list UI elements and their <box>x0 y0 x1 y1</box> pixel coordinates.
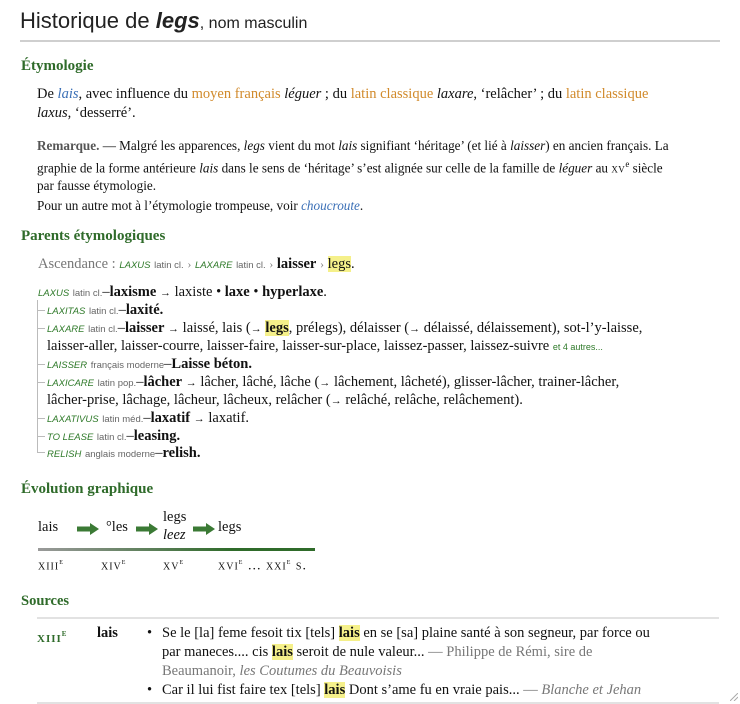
lang: latin cl. <box>236 260 266 271</box>
tree-child <box>47 444 200 464</box>
tree-child <box>47 319 642 339</box>
ascendance-label: Ascendance : <box>38 256 120 272</box>
dash: – <box>143 410 151 426</box>
text: relâché, relâche, relâchement). <box>345 392 523 408</box>
tree-child <box>47 301 163 321</box>
word: lais <box>199 160 219 176</box>
text: lâchement, lâcheté), glisser-lâcher, trainer-lâcher, <box>333 374 620 390</box>
derived-word[interactable]: laxité. <box>125 302 164 318</box>
text: lâcher-prise, lâchage, lâcheur, lâcheux, relâcher ( <box>47 392 331 408</box>
title-prefix: Historique de <box>20 8 156 33</box>
text: xv <box>163 558 180 574</box>
lang-latin-classique-2[interactable]: latin classique <box>565 86 649 102</box>
tree-child <box>47 373 619 393</box>
heading-etymologie: Étymologie <box>21 58 94 74</box>
century-label <box>218 556 307 575</box>
word: léguer <box>558 160 593 176</box>
child-word[interactable]: LAXITAS <box>47 306 86 317</box>
century-sup: e <box>625 159 630 169</box>
derived-word[interactable]: laxe <box>224 284 250 300</box>
lang: latin cl. <box>154 260 184 271</box>
title-pos: , nom masculin <box>199 15 308 32</box>
text: , ‘desserré’. <box>67 105 136 121</box>
arrow-icon: → <box>330 395 342 407</box>
tree-tick <box>37 310 45 311</box>
text: Se le [la] feme fesoit tix [tels] <box>162 625 339 641</box>
work: les Coutumes du Beauvoisis <box>239 663 402 679</box>
text: , prélegs), délaisser ( <box>288 320 410 336</box>
text: Car il lui fist faire tex [tels] <box>162 682 325 698</box>
current-word: legs <box>265 320 289 336</box>
bullet: • <box>253 284 259 300</box>
text: , ‘relâcher’ ; du <box>473 86 566 102</box>
source-quote-2 <box>162 681 641 700</box>
source-quote-1 <box>162 624 722 681</box>
form-legs-modern: legs <box>218 519 242 535</box>
text: Dont s’ame fu en vraie pais... <box>345 682 524 698</box>
word-laxare: laxare <box>436 86 474 102</box>
sup: e <box>59 556 64 566</box>
child-word[interactable]: LAISSER <box>47 360 88 371</box>
resize-handle-icon[interactable] <box>730 693 738 701</box>
sup: e <box>61 628 68 639</box>
lang: latin cl. <box>89 306 119 317</box>
arrow-right-icon <box>77 523 99 535</box>
derived-word[interactable]: relish. <box>162 445 201 461</box>
derived-word[interactable]: laxisme <box>109 284 157 300</box>
child-word[interactable]: LAXARE <box>47 324 85 335</box>
derived-word[interactable]: laxatif <box>150 410 191 426</box>
dash: – <box>117 320 125 336</box>
child-word[interactable]: TO LEASE <box>47 432 94 443</box>
lang: latin cl. <box>72 288 103 299</box>
tree-child-cont <box>47 337 603 356</box>
tree-tick <box>37 364 45 365</box>
text: s. <box>291 558 307 574</box>
sup: e <box>121 556 127 566</box>
lang-latin-classique[interactable]: latin classique <box>350 86 434 102</box>
bullet: • <box>216 284 222 300</box>
arrow-icon: → <box>159 287 171 299</box>
lang: latin cl. <box>88 324 118 335</box>
text: xiii <box>38 558 60 574</box>
lang: latin pop. <box>97 378 137 389</box>
etymology-paragraph <box>37 85 717 123</box>
text: graphie de la forme antérieure <box>37 160 200 176</box>
arrow-icon: → <box>185 377 197 389</box>
text: laissé, lais ( <box>182 320 251 336</box>
root-word[interactable]: LAXUS <box>38 288 70 299</box>
tree-root <box>38 283 327 303</box>
lang: français moderne <box>90 360 165 371</box>
century-label <box>38 556 64 575</box>
arrow-icon: → <box>409 323 421 335</box>
text: par fausse étymologie. <box>37 178 157 194</box>
tree-connector <box>37 300 38 452</box>
text: , avec influence du <box>78 86 192 102</box>
sup: e <box>179 556 185 566</box>
text: signifiant ‘héritage’ (et lié à <box>357 138 511 153</box>
text: Pour un autre mot à l’étymologie trompeuse, voir <box>37 198 302 213</box>
work: Blanche et Jehan <box>541 682 642 698</box>
century: xv <box>611 160 626 176</box>
dash: – <box>164 356 172 372</box>
author: Beaumanoir, <box>162 663 240 679</box>
century-label <box>163 556 184 575</box>
tree-tick <box>37 382 45 383</box>
ancestor-link[interactable]: LAXUS <box>119 260 151 271</box>
derived-word[interactable]: lâcher <box>143 374 183 390</box>
timeline-bar <box>38 548 315 551</box>
dash: – <box>102 284 110 300</box>
arrow-icon: → <box>168 323 180 335</box>
text: vient du mot <box>264 138 339 153</box>
bullet: • <box>147 682 153 698</box>
lang-moyen-francais[interactable]: moyen français <box>191 86 281 102</box>
word: lais <box>338 138 358 153</box>
highlight: lais <box>324 682 346 698</box>
arrow-icon: → <box>193 413 205 425</box>
lang: latin cl. <box>96 432 127 443</box>
tree-child <box>47 409 249 429</box>
lang: latin méd. <box>102 414 144 425</box>
text: — <box>523 682 542 698</box>
text: — Malgré les apparences, <box>99 138 244 153</box>
text: délaissé, délaissement), sot-l’y-laisse, <box>423 320 643 336</box>
text: au <box>592 160 612 176</box>
link-choucroute[interactable]: choucroute <box>301 198 360 213</box>
arrow-right-icon <box>193 523 215 535</box>
source-century <box>37 624 67 648</box>
arrow-icon: → <box>250 323 262 335</box>
century-label <box>101 556 126 575</box>
derived-word[interactable]: hyperlaxe <box>262 284 324 300</box>
derived-word[interactable]: leasing. <box>133 428 181 444</box>
ascendance-line <box>38 255 355 275</box>
text: dans le sens de ‘héritage’ s’est alignée sur celle de la famille de <box>218 160 559 176</box>
heading-parents: Parents étymologiques <box>21 228 166 244</box>
voir-line <box>37 196 363 215</box>
form-leez: leez <box>163 527 186 543</box>
word-laxus: laxus <box>37 105 68 121</box>
text: . <box>350 256 355 272</box>
sep-icon: › <box>187 257 192 271</box>
text: De <box>37 86 58 102</box>
text: par maneces.... cis <box>162 644 272 660</box>
source-form: lais <box>97 625 118 641</box>
ancestor-link[interactable]: LAXARE <box>194 260 233 271</box>
bullet: • <box>147 625 153 641</box>
highlight: lais <box>338 625 360 641</box>
tree-tick <box>37 328 45 329</box>
text: xvi <box>218 558 239 574</box>
tree-tick <box>37 436 45 437</box>
arrow-icon: → <box>319 377 331 389</box>
author: — Philippe de Rémi, sire de <box>428 644 593 660</box>
more-link[interactable]: et 4 autres... <box>552 342 603 352</box>
text: en se [sa] plaine santé à son segneur, par force ou <box>359 625 650 641</box>
dash: – <box>118 302 126 318</box>
text: ... <box>243 558 266 574</box>
ancestor-laisser[interactable]: laisser <box>276 256 317 272</box>
sup: e <box>238 556 244 566</box>
derived-word[interactable]: laisser <box>124 320 165 336</box>
title-divider <box>20 40 720 42</box>
page-title <box>20 8 307 34</box>
tree-child <box>47 355 252 375</box>
sep-icon: › <box>269 257 274 271</box>
remarque-label: Remarque. <box>37 138 100 153</box>
text: laisser-aller, laisser-courre, laisser-faire, laisser-sur-place, laissez-passer, laissez-suivre <box>47 338 550 354</box>
text: xiv <box>101 558 122 574</box>
form-lais: lais <box>38 519 59 535</box>
heading-evolution: Évolution graphique <box>21 481 154 497</box>
text: lâcher, lâché, lâche ( <box>200 374 320 390</box>
derived-word[interactable]: laxiste <box>174 284 213 300</box>
text: siècle <box>629 160 663 176</box>
sources-divider <box>37 617 719 619</box>
derived-word[interactable]: Laisse béton. <box>171 356 252 372</box>
tree-child-cont <box>47 391 523 410</box>
text: xxi <box>265 558 287 574</box>
text: . <box>359 198 364 213</box>
tree-tick <box>37 452 45 453</box>
word-leguer: léguer <box>284 86 322 102</box>
form-legs: legs <box>163 509 187 525</box>
heading-sources: Sources <box>21 593 70 609</box>
arrow-right-icon <box>136 523 158 535</box>
dash: – <box>126 428 134 444</box>
text: seroit de nule valeur... <box>292 644 429 660</box>
current-word: legs <box>327 256 351 272</box>
lang: anglais moderne <box>84 449 156 460</box>
link-lais[interactable]: lais <box>57 86 79 102</box>
form-les: °les <box>106 519 128 535</box>
sup: e <box>286 556 292 566</box>
remarque-paragraph <box>37 137 722 195</box>
dash: – <box>155 445 163 461</box>
word: laisser <box>510 138 546 153</box>
tree-tick <box>37 418 45 419</box>
word: legs <box>243 138 265 153</box>
child-word[interactable]: LAXATIVUS <box>47 414 99 425</box>
sep-icon: › <box>319 257 324 271</box>
text: laxatif. <box>208 410 250 426</box>
text: xiii <box>37 630 62 646</box>
text: . <box>323 284 327 300</box>
highlight: lais <box>271 644 293 660</box>
child-word[interactable]: RELISH <box>47 449 82 460</box>
text: ; du <box>321 86 351 102</box>
text: ) en ancien français. La <box>545 138 669 153</box>
title-word: legs <box>155 8 200 33</box>
child-word[interactable]: LAXICARE <box>47 378 94 389</box>
dash: – <box>136 374 144 390</box>
